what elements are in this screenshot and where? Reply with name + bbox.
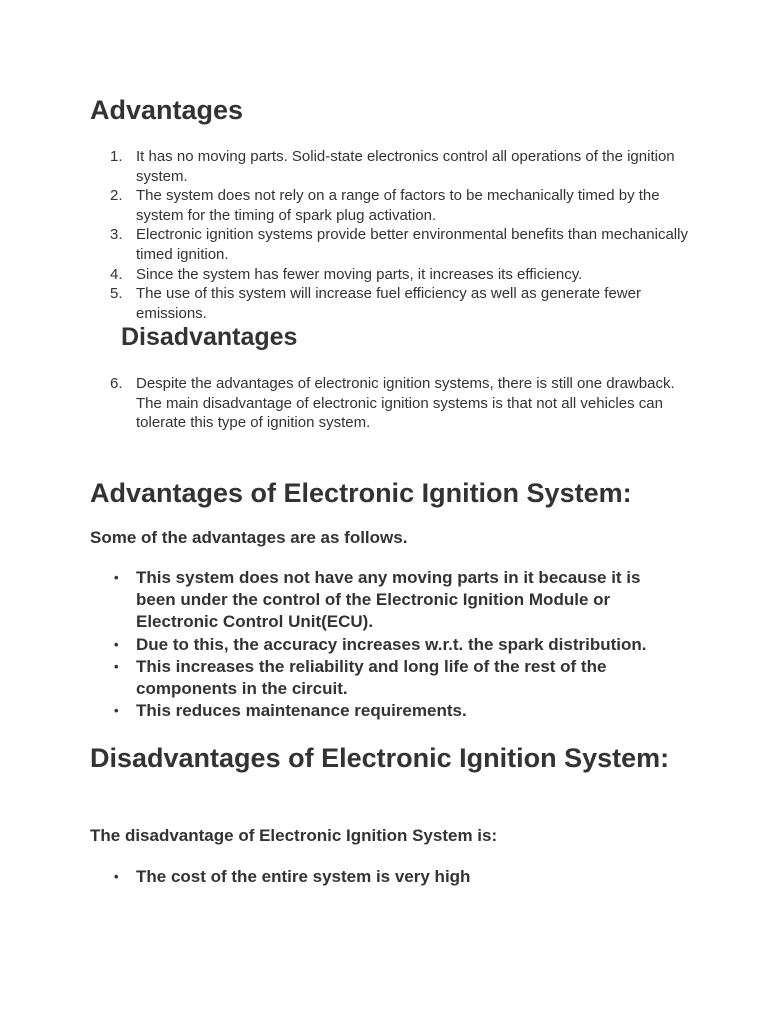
advantages-bullet-list (112, 567, 672, 722)
disadvantages-electronic-ignition-heading: Disadvantages of Electronic Ignition System: (90, 743, 670, 773)
list-item-text: Despite the advantages of electronic ignition systems, there is still one drawback. The main disadvantage of electronic ignition systems is that not all vehicles can tolerate this type of ignition system. (136, 375, 675, 432)
list-item-text: Since the system has fewer moving parts, it increases its efficiency. (136, 265, 583, 283)
list-item (112, 700, 672, 722)
list-item (110, 186, 690, 225)
advantages-intro: Some of the advantages are as follows. (90, 528, 408, 547)
bullet-icon: • (114, 658, 119, 674)
list-number: 3. (110, 226, 123, 244)
list-number: 6. (110, 375, 123, 392)
list-number: 1. (110, 148, 123, 165)
list-item (112, 567, 672, 634)
disadvantages-intro: The disadvantage of Electronic Ignition System is: (90, 826, 498, 845)
list-item-text: This system does not have any moving parts in it because it is been under the control of the Electronic Ignition Module or Electronic Control Unit(ECU). (136, 568, 641, 632)
list-item-text: The cost of the entire system is very high (136, 867, 471, 886)
disadvantages-bullet-list (112, 866, 672, 888)
list-item-text: It has no moving parts. Solid-state electronics control all operations of the ignition system. (136, 148, 675, 185)
bullet-icon: • (114, 703, 119, 719)
list-item (110, 374, 690, 433)
list-number: 4. (110, 265, 123, 283)
list-item-text: Electronic ignition systems provide better environmental benefits than mechanically timed ignition. (136, 226, 688, 263)
advantages-heading: Advantages (90, 95, 244, 125)
list-number: 2. (110, 187, 123, 205)
bullet-icon: • (114, 869, 119, 884)
list-item-text: The use of this system will increase fuel efficiency as well as generate fewer emissions. (136, 285, 641, 322)
list-item (110, 147, 690, 186)
advantages-electronic-ignition-heading: Advantages of Electronic Ignition System: (90, 478, 632, 508)
list-item (112, 866, 672, 888)
list-item (110, 284, 690, 323)
disadvantages-list (110, 374, 690, 433)
advantages-list (110, 147, 690, 323)
list-item (112, 656, 672, 700)
list-number: 5. (110, 285, 123, 303)
list-item (112, 634, 672, 656)
bullet-icon: • (114, 636, 119, 652)
bullet-icon: • (114, 570, 119, 585)
list-item (110, 265, 690, 285)
list-item-text: This reduces maintenance requirements. (136, 701, 467, 721)
list-item-text: Due to this, the accuracy increases w.r.t. the spark distribution. (136, 634, 647, 654)
disadvantages-heading: Disadvantages (121, 323, 298, 351)
list-item (110, 225, 690, 264)
list-item-text: This increases the reliability and long life of the rest of the components in the circuit. (136, 656, 607, 699)
list-item-text: The system does not rely on a range of factors to be mechanically timed by the system for the timing of spark plug activation. (136, 187, 660, 224)
